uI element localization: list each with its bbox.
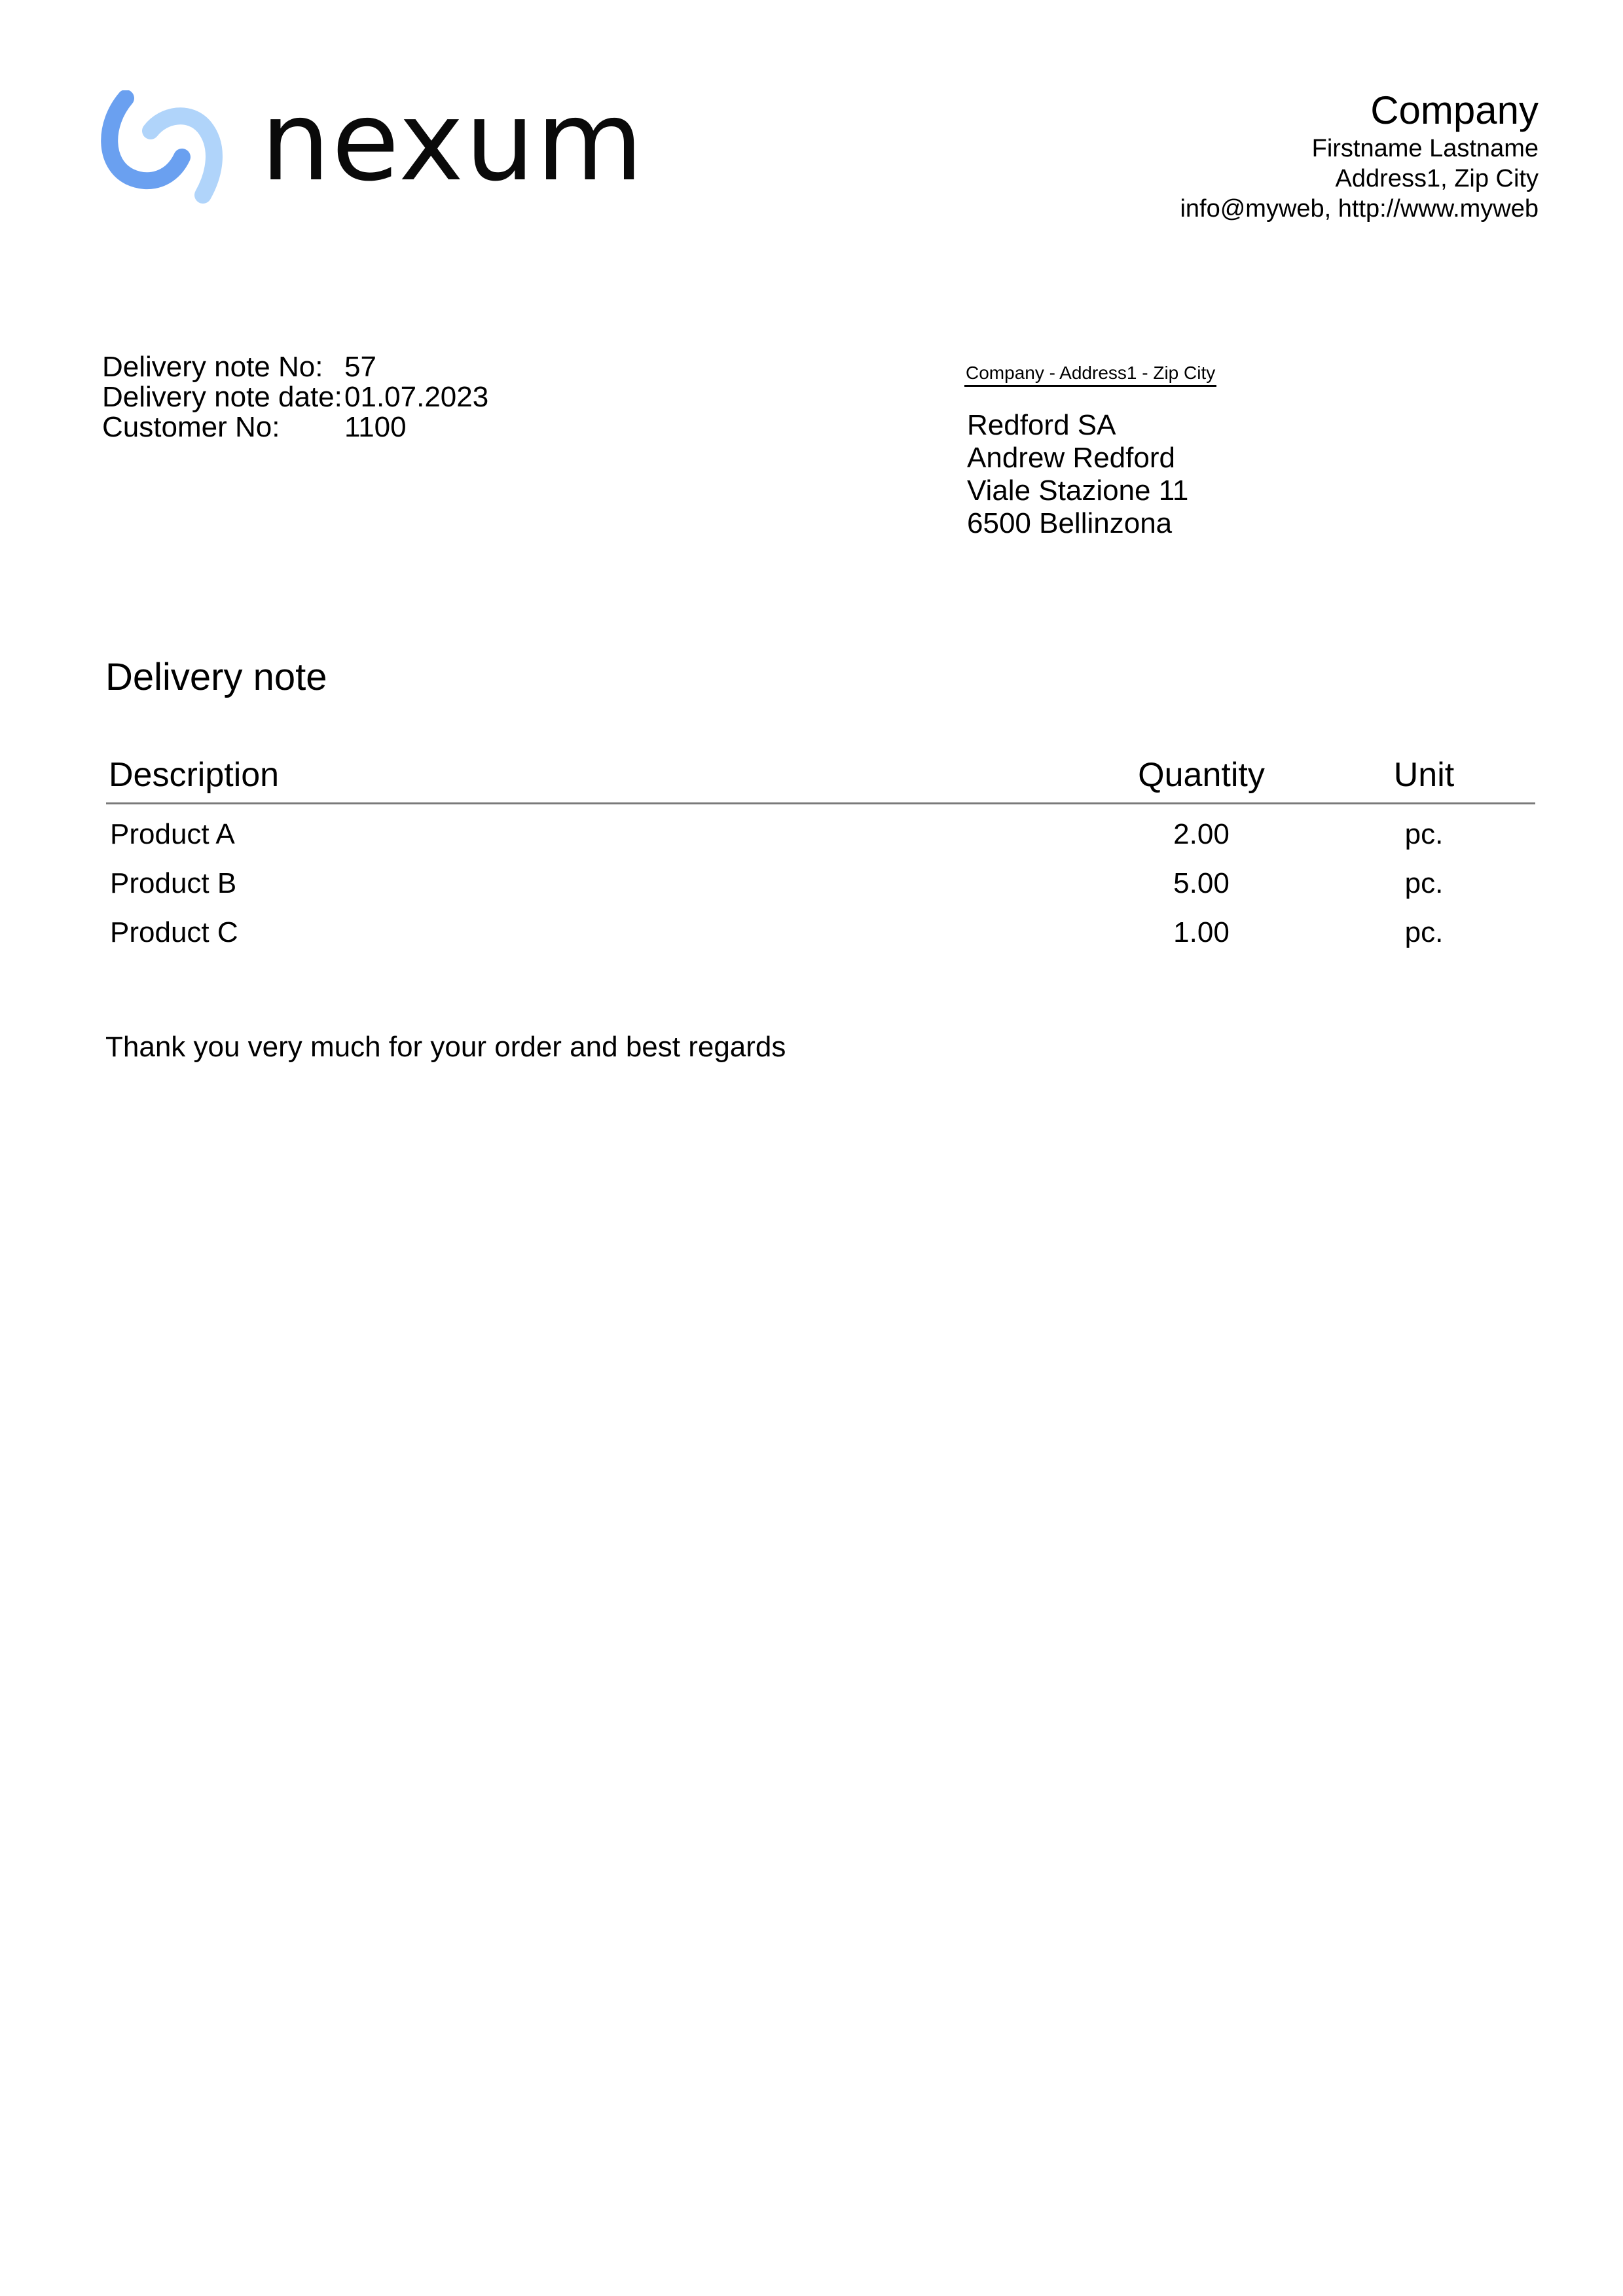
recipient-contact: Andrew Redford (967, 442, 1175, 474)
meta-row-delivery-date (102, 382, 488, 412)
recipient-address (967, 409, 1188, 540)
cell-unit: pc. (1404, 916, 1444, 948)
cell-unit: pc. (1404, 818, 1444, 850)
cell-quantity: 1.00 (1173, 916, 1230, 948)
cell-description: Product C (110, 916, 238, 948)
meta-label: Delivery note date: (102, 381, 342, 413)
cell-quantity: 5.00 (1173, 867, 1230, 899)
recipient-street: Viale Stazione 11 (967, 475, 1189, 507)
table-body (106, 804, 1535, 957)
nexum-logo-icon (98, 90, 236, 205)
meta-label: Delivery note No: (102, 351, 323, 383)
header-quantity: Quantity (1138, 756, 1265, 794)
sender-contact: info@myweb, http://www.myweb (1180, 195, 1539, 223)
header-description: Description (109, 756, 280, 794)
recipient-city: 6500 Bellinzona (967, 507, 1173, 539)
cell-quantity: 2.00 (1173, 818, 1230, 850)
document-meta (102, 352, 488, 442)
meta-value: 1100 (344, 411, 407, 443)
logo-wordmark: nexum (261, 77, 645, 206)
header-unit: Unit (1393, 756, 1455, 794)
items-table (106, 751, 1535, 957)
recipient-company: Redford SA (967, 409, 1116, 441)
cell-description: Product A (110, 818, 235, 850)
sender-block (1180, 88, 1539, 224)
meta-value: 57 (344, 351, 376, 383)
cell-description: Product B (110, 867, 237, 899)
table-row (106, 908, 1535, 957)
table-header (106, 751, 1535, 804)
table-row (106, 810, 1535, 859)
cell-unit: pc. (1404, 867, 1444, 899)
return-address: Company - Address1 - Zip City (964, 362, 1216, 387)
meta-label: Customer No: (102, 411, 280, 443)
meta-row-delivery-no (102, 352, 488, 382)
sender-name: Firstname Lastname (1311, 135, 1539, 162)
meta-value: 01.07.2023 (344, 381, 489, 413)
closing-text: Thank you very much for your order and best regards (105, 1031, 786, 1063)
table-row (106, 859, 1535, 908)
sender-company: Company (1370, 88, 1539, 132)
sender-address: Address1, Zip City (1335, 165, 1539, 192)
document-title: Delivery note (105, 656, 327, 698)
company-logo (98, 77, 674, 206)
meta-row-customer-no (102, 412, 488, 442)
